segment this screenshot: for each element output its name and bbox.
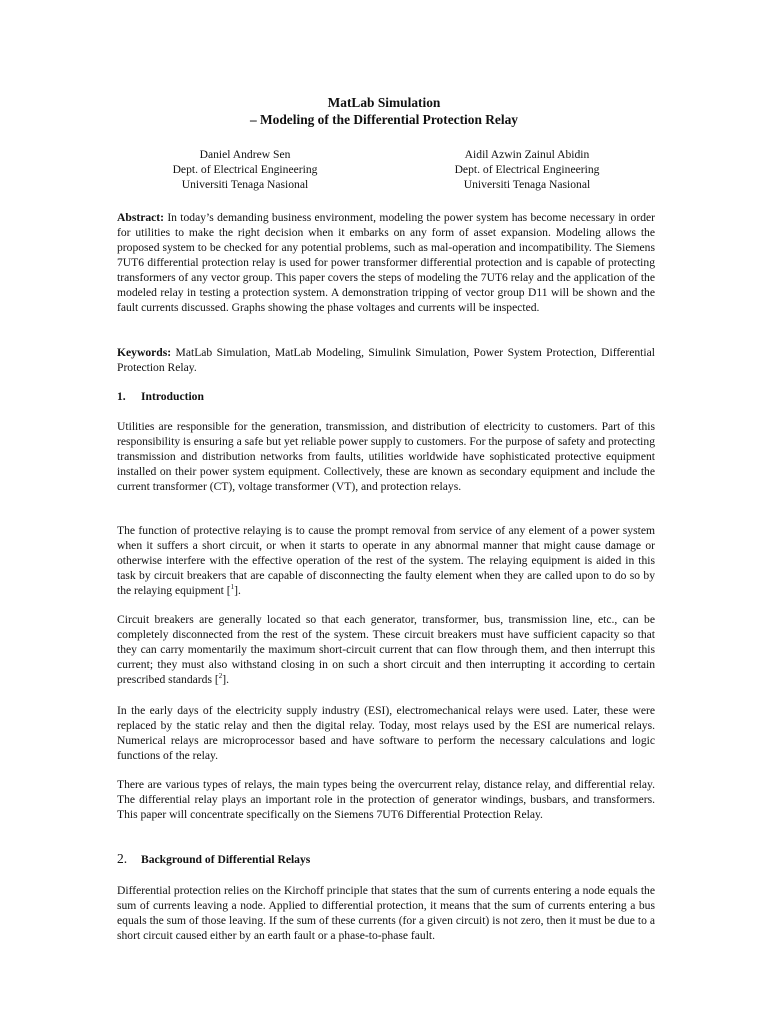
section-number: 1. [117,390,126,403]
abstract [117,210,655,315]
section-1-paragraph-1: Utilities are responsible for the generation, transmission, and distribution of electricity to customers. Part of this responsibility is ensuring a safe but yet reliable power supply to customers. For the purpose of safety and protecting transmission and distribution networks from faults, utilities worldwide have sophisticated protective equipment installed on their power system equipment. Collectively, these are known as secondary equipment and include the current transformer (CT), voltage transformer (VT), and protection relays. [117,420,655,493]
paper-title [0,94,768,128]
section-1-paragraph-2: The function of protective relaying is to cause the prompt removal from service of any element of a power system when it suffers a short circuit, or when it starts to operate in any abnormal manner that might cause damage or otherwise interfere with the effective operation of the rest of the system. The relaying equipment is aided in this task by circuit breakers that are capable of disconnecting the faulty element when they are called upon to do so by the relaying equipment [$^1$]. [117,524,655,597]
keywords [117,345,655,375]
author-univ: Universiti Tenaga Nasional [463,178,591,191]
author-2 [417,147,637,192]
title-line-1: MatLab Simulation [327,95,441,110]
author-dept: Dept. of Electrical Engineering [172,163,318,176]
section-1-paragraph-3: Circuit breakers are generally located so that each generator, transformer, bus, transmission line, etc., can be completely disconnected from the rest of the system. These circuit breakers must have sufficient capacity so that they can carry momentarily the maximum short-circuit current that can flow through them, and then interrupt this current; they must also withstand closing in on such a short circuit and then interrupting it according to certain prescribed standards [$^2$]. [117,613,655,686]
section-1-heading [117,389,655,404]
reference-marker: 1 [230,583,235,592]
section-2-heading [117,851,655,867]
author-dept: Dept. of Electrical Engineering [454,163,600,176]
section-1-paragraph-5: There are various types of relays, the main types being the overcurrent relay, distance relay, and differential relay. The differential relay plays an important role in the protection of generator windings, busbars, and transformers. This paper will concentrate specifically on the Siemens 7UT6 Differential Protection Relay. [117,778,655,821]
author-name: Daniel Andrew Sen [199,148,291,161]
section-title: Introduction [141,390,204,403]
author-univ: Universiti Tenaga Nasional [181,178,309,191]
abstract-label: Abstract: [117,211,165,224]
section-2-paragraph-1: Differential protection relies on the Kirchoff principle that states that the sum of currents entering a node equals the sum of currents leaving a node. Applied to differential protection, it means that the sum of currents entering a bus equals the sum of those leaving. If the sum of these currents (for a given circuit) is not zero, then it must be due to a short circuit caused either by an earth fault or a phase-to-phase fault. [117,884,655,942]
keywords-text: MatLab Simulation, MatLab Modeling, Simulink Simulation, Power System Protection, Differential Protection Relay. [117,346,655,374]
title-line-2: – Modeling of the Differential Protection Relay [249,112,518,127]
section-number: 2. [117,851,128,866]
author-name: Aidil Azwin Zainul Abidin [464,148,590,161]
keywords-label: Keywords: [117,346,172,359]
section-1-paragraph-4: In the early days of the electricity supply industry (ESI), electromechanical relays were used. Later, these were replaced by the static relay and then the digital relay. Today, most relays used by the ESI are numerical relays. Numerical relays are microprocessor based and have software to perform the necessary calculations and logic functions of the relay. [117,704,655,762]
section-title: Background of Differential Relays [141,853,311,866]
author-1 [135,147,355,192]
abstract-text: In today’s demanding business environment, modeling the power system has become necessary in order for utilities to make the right decision when it embarks on any form of asset expansion. Modeling allows the proposed system to be checked for any potential problems, such as mal-operation and incompatibility. The Siemens 7UT6 differential protection relay is used for power transformer differential protection and is capable of protecting transformers of any vector group. This paper covers the steps of modeling the 7UT6 relay and the application of the modeled relay in testing a protection system. A demonstration tripping of vector group D11 will be shown and the fault currents discussed. Graphs showing the phase voltages and currents will be inspected. [117,211,655,314]
reference-marker: 2 [218,672,223,681]
